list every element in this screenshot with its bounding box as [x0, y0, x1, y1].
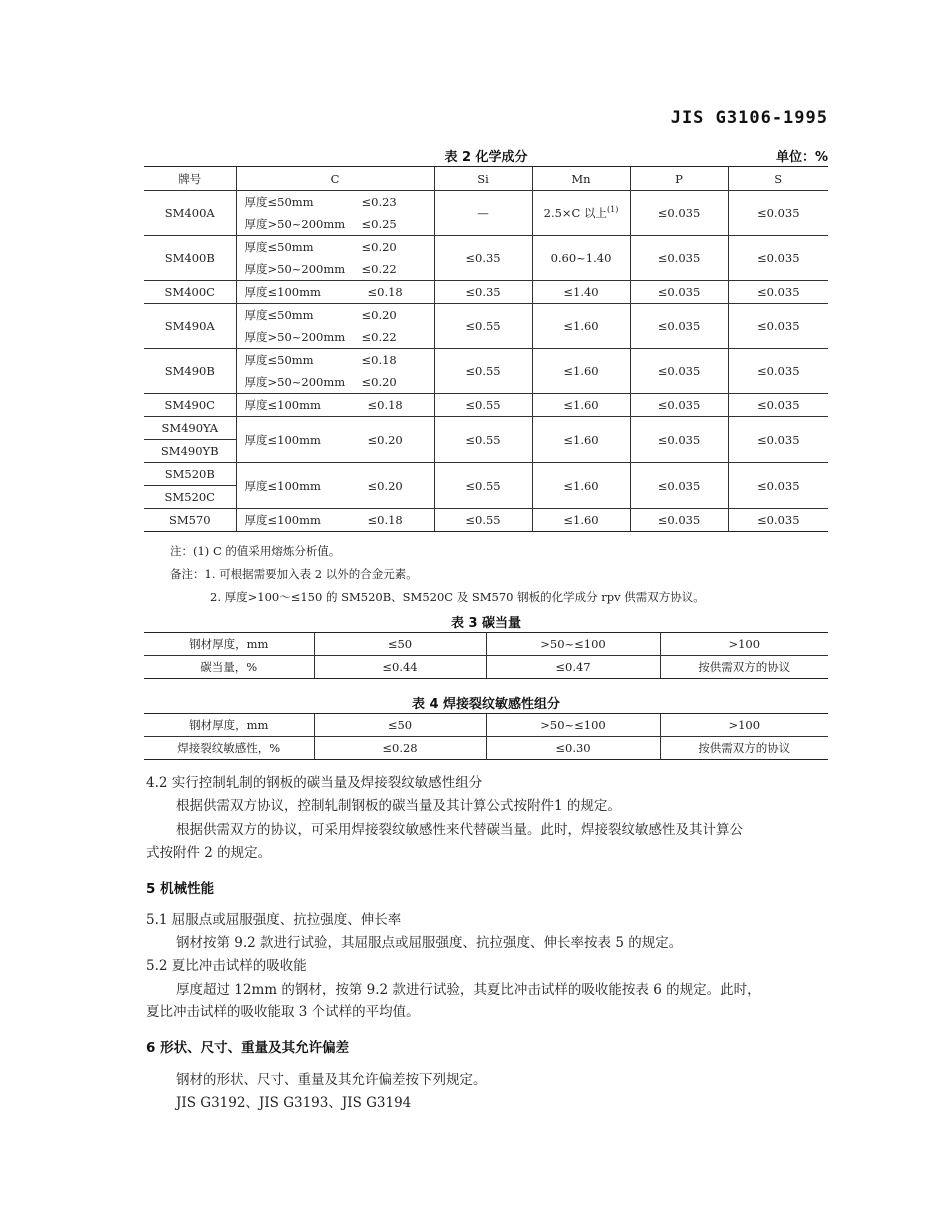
s-cell: ≤0.035 — [728, 304, 828, 349]
column-header: >100 — [660, 714, 828, 737]
section-4-2-title: 4.2 实行控制轧制的钢板的碳当量及焊接裂纹敏感性组分 — [146, 775, 483, 791]
mn-value: ≤1.60 — [563, 398, 599, 412]
table-row — [144, 236, 828, 281]
s-cell: ≤0.035 — [728, 236, 828, 281]
table-row — [144, 509, 828, 532]
grade-cell: SM400C — [144, 281, 236, 304]
table-cell: ≤0.28 — [314, 737, 486, 760]
mn-cell — [532, 463, 630, 509]
mn-cell — [532, 281, 630, 304]
table2-remark-2: 2. 厚度>100～≤150 的 SM520B、SM520C 及 SM570 钢板的化学成分 rpv 供需双方协议。 — [210, 590, 705, 604]
table-row — [144, 304, 828, 349]
mn-cell — [532, 236, 630, 281]
table2-footnote: 注：(1) C 的值采用熔炼分析值。 — [170, 544, 341, 558]
grade-label: SM490YB — [160, 444, 219, 458]
si-cell: ≤0.55 — [434, 394, 532, 417]
mn-value: ≤1.60 — [563, 513, 599, 527]
s-cell: ≤0.035 — [728, 349, 828, 394]
carbon-cell — [236, 509, 434, 532]
column-header: Mn — [532, 167, 630, 191]
section-5-2-title: 5.2 夏比冲击试样的吸收能 — [146, 958, 307, 974]
mn-value: ≤1.60 — [563, 319, 599, 333]
section-5-2-paragraph-cont: 夏比冲击试样的吸收能取 3 个试样的平均值。 — [146, 1004, 420, 1020]
grade-cell: SM490C — [144, 394, 236, 417]
carbon-line — [237, 213, 434, 235]
s-cell: ≤0.035 — [728, 191, 828, 236]
column-header: P — [630, 167, 728, 191]
carbon-equivalent-table — [144, 632, 828, 679]
p-cell: ≤0.035 — [630, 394, 728, 417]
table-cell: 焊接裂纹敏感性，% — [144, 737, 314, 760]
section-6-paragraph: 钢材的形状、尺寸、重量及其允许偏差按下列规定。 — [176, 1072, 487, 1088]
carbon-value: ≤0.20 — [367, 432, 403, 447]
weld-crack-sensitivity-table — [144, 713, 828, 760]
table-cell: 按供需双方的协议 — [660, 737, 828, 760]
p-cell: ≤0.035 — [630, 463, 728, 509]
section-6-references: JIS G3192、JIS G3193、JIS G3194 — [176, 1095, 412, 1111]
section-6-heading: 6 形状、尺寸、重量及其允许偏差 — [146, 1040, 350, 1056]
carbon-cell — [236, 349, 434, 394]
carbon-value: ≤0.18 — [367, 398, 403, 412]
carbon-line — [237, 236, 434, 258]
si-cell: — — [434, 191, 532, 236]
s-cell: ≤0.035 — [728, 509, 828, 532]
column-header: 钢材厚度，mm — [144, 633, 314, 656]
thickness-label: 厚度≤50mm — [244, 308, 314, 322]
table-row — [144, 394, 828, 417]
p-cell: ≤0.035 — [630, 236, 728, 281]
carbon-cell — [236, 463, 434, 509]
mn-value: 2.5×C 以上 — [543, 206, 608, 220]
section-5-2-paragraph: 厚度超过 12mm 的钢材，按第 9.2 款进行试验，其夏比冲击试样的吸收能按表 6 的规定。此时， — [176, 982, 761, 998]
carbon-line — [237, 281, 434, 303]
s-cell: ≤0.035 — [728, 463, 828, 509]
thickness-label: 厚度>50~200mm — [244, 375, 346, 389]
carbon-value: ≤0.20 — [367, 478, 403, 493]
thickness-label: 厚度>50~200mm — [244, 262, 346, 276]
p-cell: ≤0.035 — [630, 191, 728, 236]
carbon-line — [237, 191, 434, 213]
grade-cell: SM490B — [144, 349, 236, 394]
mn-cell — [532, 349, 630, 394]
carbon-line — [237, 509, 434, 531]
carbon-line — [237, 429, 434, 451]
carbon-value: ≤0.23 — [361, 195, 397, 209]
si-cell: ≤0.55 — [434, 463, 532, 509]
thickness-label: 厚度≤100mm — [244, 513, 321, 527]
document-code: JIS G3106-1995 — [670, 108, 828, 128]
carbon-line — [237, 394, 434, 416]
grade-label: SM520B — [144, 463, 236, 486]
thickness-label: 厚度≤50mm — [244, 195, 314, 209]
table-row — [144, 417, 828, 463]
s-cell: ≤0.035 — [728, 417, 828, 463]
column-header: Si — [434, 167, 532, 191]
mn-value: 0.60~1.40 — [550, 251, 612, 265]
si-cell: ≤0.55 — [434, 417, 532, 463]
grade-cell — [144, 463, 236, 509]
grade-cell: SM570 — [144, 509, 236, 532]
carbon-line — [237, 475, 434, 497]
thickness-label: 厚度≤100mm — [244, 432, 321, 447]
column-header: >100 — [660, 633, 828, 656]
carbon-value: ≤0.18 — [361, 353, 397, 367]
p-cell: ≤0.035 — [630, 349, 728, 394]
carbon-line — [237, 349, 434, 371]
carbon-value: ≤0.25 — [361, 217, 397, 231]
si-cell: ≤0.55 — [434, 304, 532, 349]
thickness-label: 厚度≤50mm — [244, 353, 314, 367]
section-5-1-paragraph: 钢材按第 9.2 款进行试验，其屈服点或屈服强度、抗拉强度、伸长率按表 5 的规定。 — [176, 935, 683, 951]
thickness-label: 厚度≤100mm — [244, 398, 321, 412]
grade-cell: SM400A — [144, 191, 236, 236]
table2-caption-row — [144, 146, 828, 165]
grade-cell: SM490A — [144, 304, 236, 349]
table-cell: ≤0.47 — [486, 656, 660, 679]
carbon-value: ≤0.22 — [361, 330, 397, 344]
carbon-cell — [236, 417, 434, 463]
table3-caption: 表 3 碳当量 — [450, 616, 522, 631]
column-header: S — [728, 167, 828, 191]
si-cell: ≤0.55 — [434, 349, 532, 394]
thickness-label: 厚度≤100mm — [244, 478, 321, 493]
chemical-composition-table — [144, 166, 828, 532]
p-cell: ≤0.035 — [630, 509, 728, 532]
column-header: C — [236, 167, 434, 191]
p-cell: ≤0.035 — [630, 281, 728, 304]
grade-cell: SM400B — [144, 236, 236, 281]
carbon-cell — [236, 236, 434, 281]
footnote-marker: (1) — [607, 205, 619, 215]
table2-remark-1: 备注：1. 可根据需要加入表 2 以外的合金元素。 — [170, 567, 418, 581]
carbon-line — [237, 371, 434, 393]
column-header: >50~≤100 — [486, 714, 660, 737]
carbon-cell — [236, 191, 434, 236]
grade-cell — [144, 417, 236, 463]
mn-value: ≤1.40 — [563, 285, 599, 299]
column-header: ≤50 — [314, 633, 486, 656]
table-cell: 碳当量，% — [144, 656, 314, 679]
table-row — [144, 463, 828, 509]
mn-cell — [532, 417, 630, 463]
table2-caption: 表 2 化学成分 — [444, 150, 528, 165]
table-cell: ≤0.30 — [486, 737, 660, 760]
carbon-line — [237, 258, 434, 280]
carbon-value: ≤0.18 — [367, 285, 403, 299]
thickness-label: 厚度≤100mm — [244, 285, 321, 299]
carbon-value: ≤0.22 — [361, 262, 397, 276]
section-4-2-paragraph-1: 根据供需双方协议，控制轧制钢板的碳当量及其计算公式按附件1 的规定。 — [176, 798, 621, 814]
mn-value: ≤1.60 — [563, 432, 599, 447]
carbon-value: ≤0.20 — [361, 240, 397, 254]
carbon-value: ≤0.18 — [367, 513, 403, 527]
si-cell: ≤0.35 — [434, 281, 532, 304]
table2-unit: 单位：% — [775, 150, 828, 165]
carbon-cell — [236, 394, 434, 417]
column-header: ≤50 — [314, 714, 486, 737]
carbon-value: ≤0.20 — [361, 375, 397, 389]
column-header: 钢材厚度，mm — [144, 714, 314, 737]
mn-cell — [532, 191, 630, 236]
thickness-label: 厚度>50~200mm — [244, 330, 346, 344]
carbon-value: ≤0.20 — [361, 308, 397, 322]
column-header: 牌号 — [144, 167, 236, 191]
column-header: >50~≤100 — [486, 633, 660, 656]
carbon-cell — [236, 304, 434, 349]
table-row — [144, 191, 828, 236]
thickness-label: 厚度>50~200mm — [244, 217, 346, 231]
mn-cell — [532, 394, 630, 417]
mn-value: ≤1.60 — [563, 478, 599, 493]
p-cell: ≤0.035 — [630, 304, 728, 349]
carbon-cell — [236, 281, 434, 304]
table-row — [144, 281, 828, 304]
mn-cell — [532, 509, 630, 532]
table-cell: 按供需双方的协议 — [660, 656, 828, 679]
s-cell: ≤0.035 — [728, 281, 828, 304]
section-4-2-paragraph-2: 根据供需双方的协议，可采用焊接裂纹敏感性来代替碳当量。此时，焊接裂纹敏感性及其计算公 — [176, 822, 743, 838]
mn-value: ≤1.60 — [563, 364, 599, 378]
si-cell: ≤0.35 — [434, 236, 532, 281]
table-row — [144, 349, 828, 394]
grade-label: SM520C — [164, 490, 215, 504]
table-cell: ≤0.44 — [314, 656, 486, 679]
si-cell: ≤0.55 — [434, 509, 532, 532]
carbon-line — [237, 304, 434, 326]
thickness-label: 厚度≤50mm — [244, 240, 314, 254]
section-5-1-title: 5.1 屈服点或屈服强度、抗拉强度、伸长率 — [146, 912, 402, 928]
s-cell: ≤0.035 — [728, 394, 828, 417]
section-5-heading: 5 机械性能 — [146, 881, 215, 897]
p-cell: ≤0.035 — [630, 417, 728, 463]
grade-label: SM490YA — [144, 417, 236, 440]
section-4-2-paragraph-2-cont: 式按附件 2 的规定。 — [146, 845, 272, 861]
table4-caption: 表 4 焊接裂纹敏感性组分 — [411, 697, 561, 712]
carbon-line — [237, 326, 434, 348]
mn-cell — [532, 304, 630, 349]
